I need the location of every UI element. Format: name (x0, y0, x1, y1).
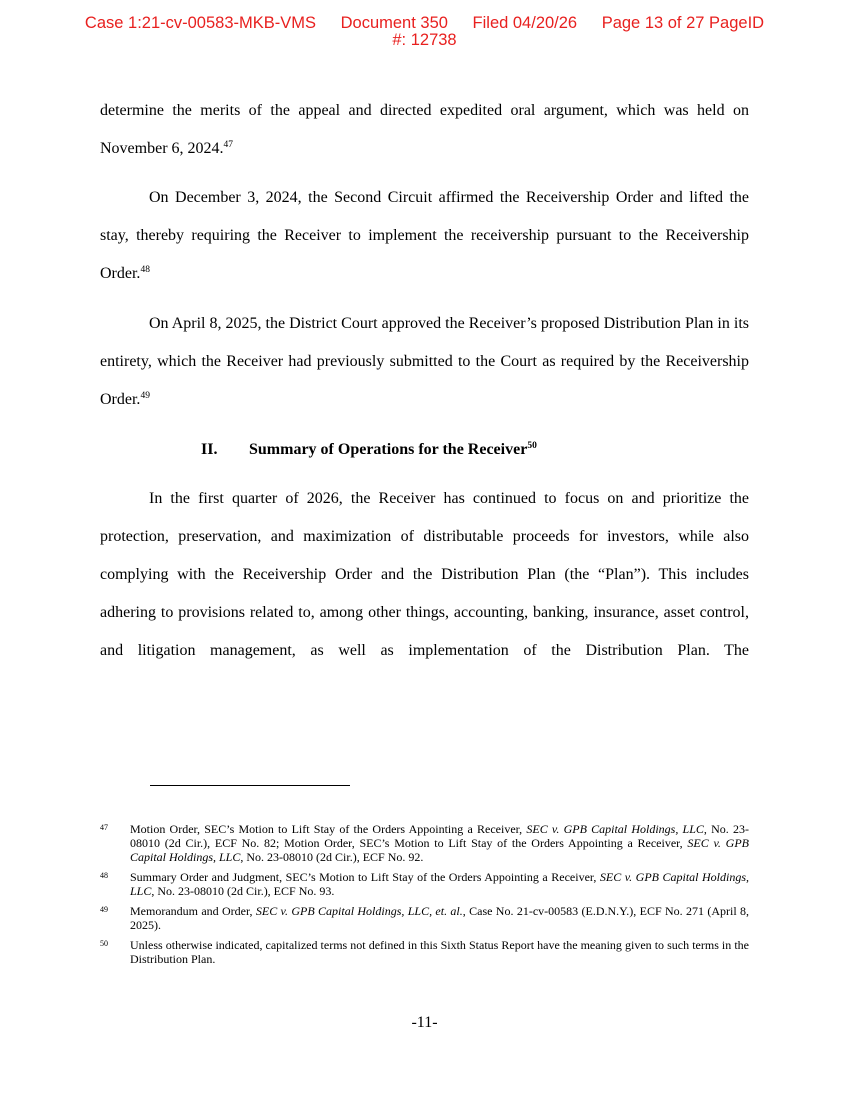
paragraph-3-text: On April 8, 2025, the District Court approved the Receiver’s proposed Distribution Plan in its entirety, which the Receiver had previously submitted to the Court as required by the Receivership Order. (100, 315, 749, 408)
paragraph-2 (100, 179, 749, 293)
footnote-ref-50: 50 (527, 441, 537, 451)
page-of-total: Page 13 of 27 PageID (601, 14, 765, 32)
footnote-ref-48: 48 (140, 265, 150, 275)
footnote-divider (150, 785, 350, 786)
section-heading (100, 431, 749, 469)
paragraph-3 (100, 305, 749, 419)
paragraph-1 (100, 92, 749, 168)
page-number: -11- (411, 1014, 438, 1031)
footnote-number: 47 (100, 823, 108, 832)
footnote-number: 48 (100, 871, 108, 880)
footnote-ref-47: 47 (223, 140, 234, 150)
footnote-number: 50 (100, 939, 108, 948)
case-number: Case 1:21-cv-00583-MKB-VMS (84, 14, 317, 32)
footnote-text: Motion Order, SEC’s Motion to Lift Stay of the Orders Appointing a Receiver, SEC v. GPB Capital Holdings, LLC, No. 23-08010 (2d Cir.), ECF No. 82; Motion Order, SEC’s Motion to Lift Stay of the Orders Appointing a Receiver, SEC v. GPB Capital Holdings, LLC, No. 23-08010 (2d Cir.), ECF No. 92. (130, 822, 749, 864)
paragraph-4-text: In the first quarter of 2026, the Receiver has continued to focus on and prioritize the protection, preservation, and maximization of distributable proceeds for investors, while also complying with the Receivership Order and the Distribution Plan (the “Plan”). This includes adhering to provisions related to, among other things, accounting, banking, insurance, asset control, and litigation management, as well as implementation of the Distribution Plan. The (100, 490, 749, 659)
footnotes (100, 822, 749, 972)
paragraph-1-text: determine the merits of the appeal and directed expedited oral argument, which was held on November 6, 2024. (100, 102, 749, 157)
paragraph-2-text: On December 3, 2024, the Second Circuit affirmed the Receivership Order and lifted the stay, thereby requiring the Receiver to implement the receivership pursuant to the Receivership Order. (100, 189, 749, 282)
footnote-text: Memorandum and Order, SEC v. GPB Capital Holdings, LLC, et. al., Case No. 21-cv-00583 (E.D.N.Y.), ECF No. 271 (April 8, 2025). (130, 904, 750, 932)
footnote-text: Summary Order and Judgment, SEC’s Motion to Lift Stay of the Orders Appointing a Receiver, SEC v. GPB Capital Holdings, LLC, No. 23-08010 (2d Cir.), ECF No. 93. (130, 870, 749, 898)
section-title: Summary of Operations for the Receiver (249, 441, 528, 458)
footnote-text: Unless otherwise indicated, capitalized terms not defined in this Sixth Status Report have the meaning given to such terms in the Distribution Plan. (130, 938, 749, 966)
footnote-47 (100, 822, 749, 864)
footnote-ref-49: 49 (140, 391, 150, 401)
section-number: II. (201, 441, 218, 458)
paragraph-4 (100, 480, 749, 670)
page-id: #: 12738 (392, 31, 457, 49)
footnote-50 (100, 938, 749, 966)
court-filing-header (0, 15, 849, 49)
document-number: Document 350 (340, 14, 448, 32)
footnote-48 (100, 870, 749, 898)
footnote-49 (100, 904, 749, 932)
footnote-number: 49 (100, 905, 108, 914)
filed-date: Filed 04/20/26 (472, 14, 578, 32)
